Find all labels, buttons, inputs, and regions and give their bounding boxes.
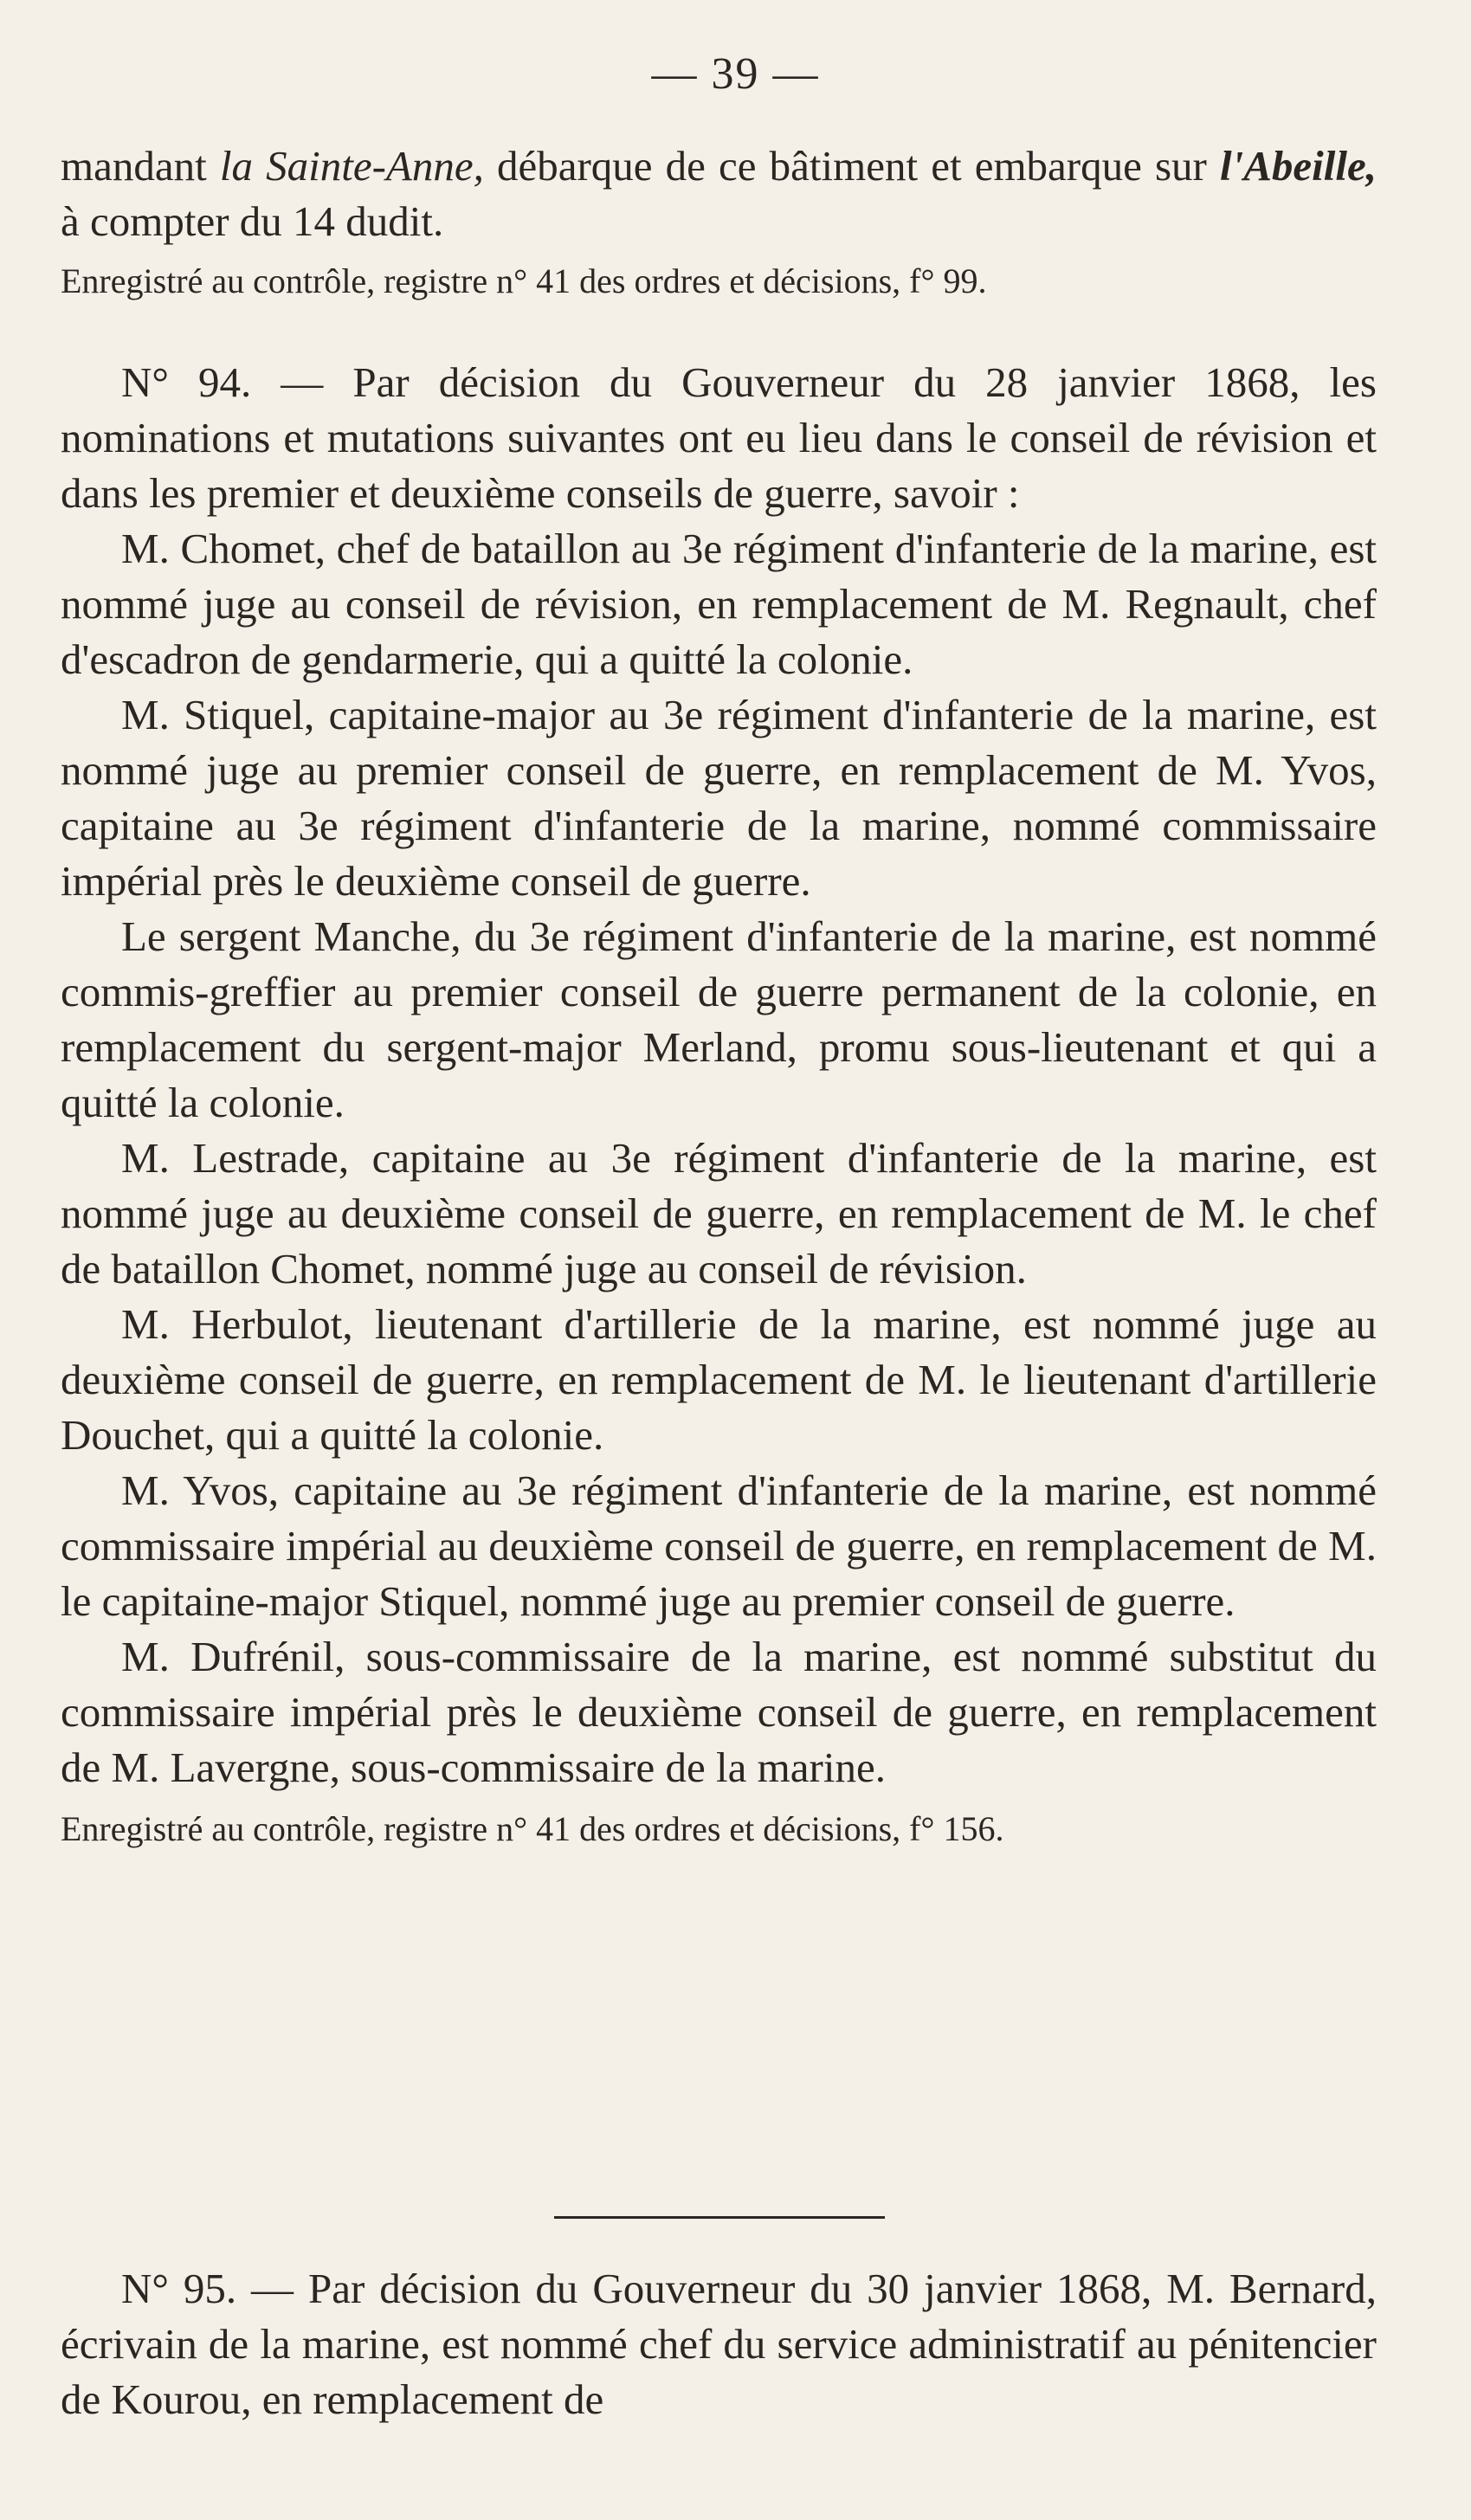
intro-paragraph — [61, 139, 1377, 249]
ship-name-abeille: l'Abeille, — [1220, 142, 1377, 190]
decision-94-paragraph: M. Herbulot, lieutenant d'artillerie de la marine, est nommé juge au deuxième conseil de guerre, en remplacement de M. le lieutenant d'artillerie Douchet, qui a quitté la colonie. — [61, 1300, 1377, 1459]
ship-name-sainte-anne: la Sainte-Anne, — [219, 142, 484, 190]
decision-94-paragraph: M. Lestrade, capitaine au 3e régiment d'infanterie de la marine, est nommé juge au deuxième conseil de guerre, en remplacement de M. le chef de bataillon Chomet, nommé juge au conseil de révision. — [61, 1134, 1377, 1292]
decision-94-paragraph: M. Yvos, capitaine au 3e régiment d'infanterie de la marine, est nommé commissaire impérial au deuxième conseil de guerre, en remplacement de M. le capitaine-major Stiquel, nommé juge au premier conseil de guerre. — [61, 1466, 1377, 1625]
page-number: — 39 — — [651, 49, 820, 99]
intro-section — [61, 139, 1377, 305]
decision-95-section — [61, 2261, 1377, 2427]
registration-note: Enregistré au contrôle, registre n° 41 des ordres et décisions, f° 99. — [61, 261, 987, 300]
decision-94-paragraph: M. Dufrénil, sous-commissaire de la marine, est nommé substitut du commissaire impérial près le deuxième conseil de guerre, en remplacement de M. Lavergne, sous-commissaire de la marine. — [61, 1633, 1377, 1791]
decision-94-paragraph: M. Chomet, chef de bataillon au 3e régiment d'infanterie de la marine, est nommé juge au conseil de révision, en remplacement de M. Regnault, chef d'escadron de gendarmerie, qui a quitté la colonie. — [61, 525, 1377, 683]
decision-94-paragraph: M. Stiquel, capitaine-major au 3e régiment d'infanterie de la marine, est nommé juge au premier conseil de guerre, en remplacement de M. Yvos, capitaine au 3e régiment d'infanterie de la marine, nommé commissaire impérial près le deuxième conseil de guerre. — [61, 691, 1377, 905]
registration-note: Enregistré au contrôle, registre n° 41 des ordres et décisions, f° 156. — [61, 1809, 1004, 1848]
decision-94-lead: N° 94. — Par décision du Gouverneur du 28 janvier 1868, les nominations et mutations suivantes ont eu lieu dans le conseil de révision et dans les premier et deuxième conseils de guerre, savoir : — [61, 358, 1377, 517]
decision-94-section — [61, 355, 1377, 1853]
section-divider — [554, 2216, 885, 2219]
decision-95-lead: N° 95. — Par décision du Gouverneur du 30 janvier 1868, M. Bernard, écrivain de la marine, est nommé chef du service administratif au pénitencier de Kourou, en remplacement de — [61, 2265, 1377, 2423]
intro-text-suffix: à compter du 14 dudit. — [61, 197, 444, 245]
intro-text-mid: débarque de ce bâtiment et embarque sur — [483, 142, 1221, 190]
decision-94-paragraph: Le sergent Manche, du 3e régiment d'infanterie de la marine, est nommé commis-greffier au premier conseil de guerre permanent de la colonie, en remplacement du sergent-major Merland, promu sous-lieutenant et qui a quitté la colonie. — [61, 912, 1377, 1126]
intro-text-prefix: mandant — [61, 142, 220, 190]
